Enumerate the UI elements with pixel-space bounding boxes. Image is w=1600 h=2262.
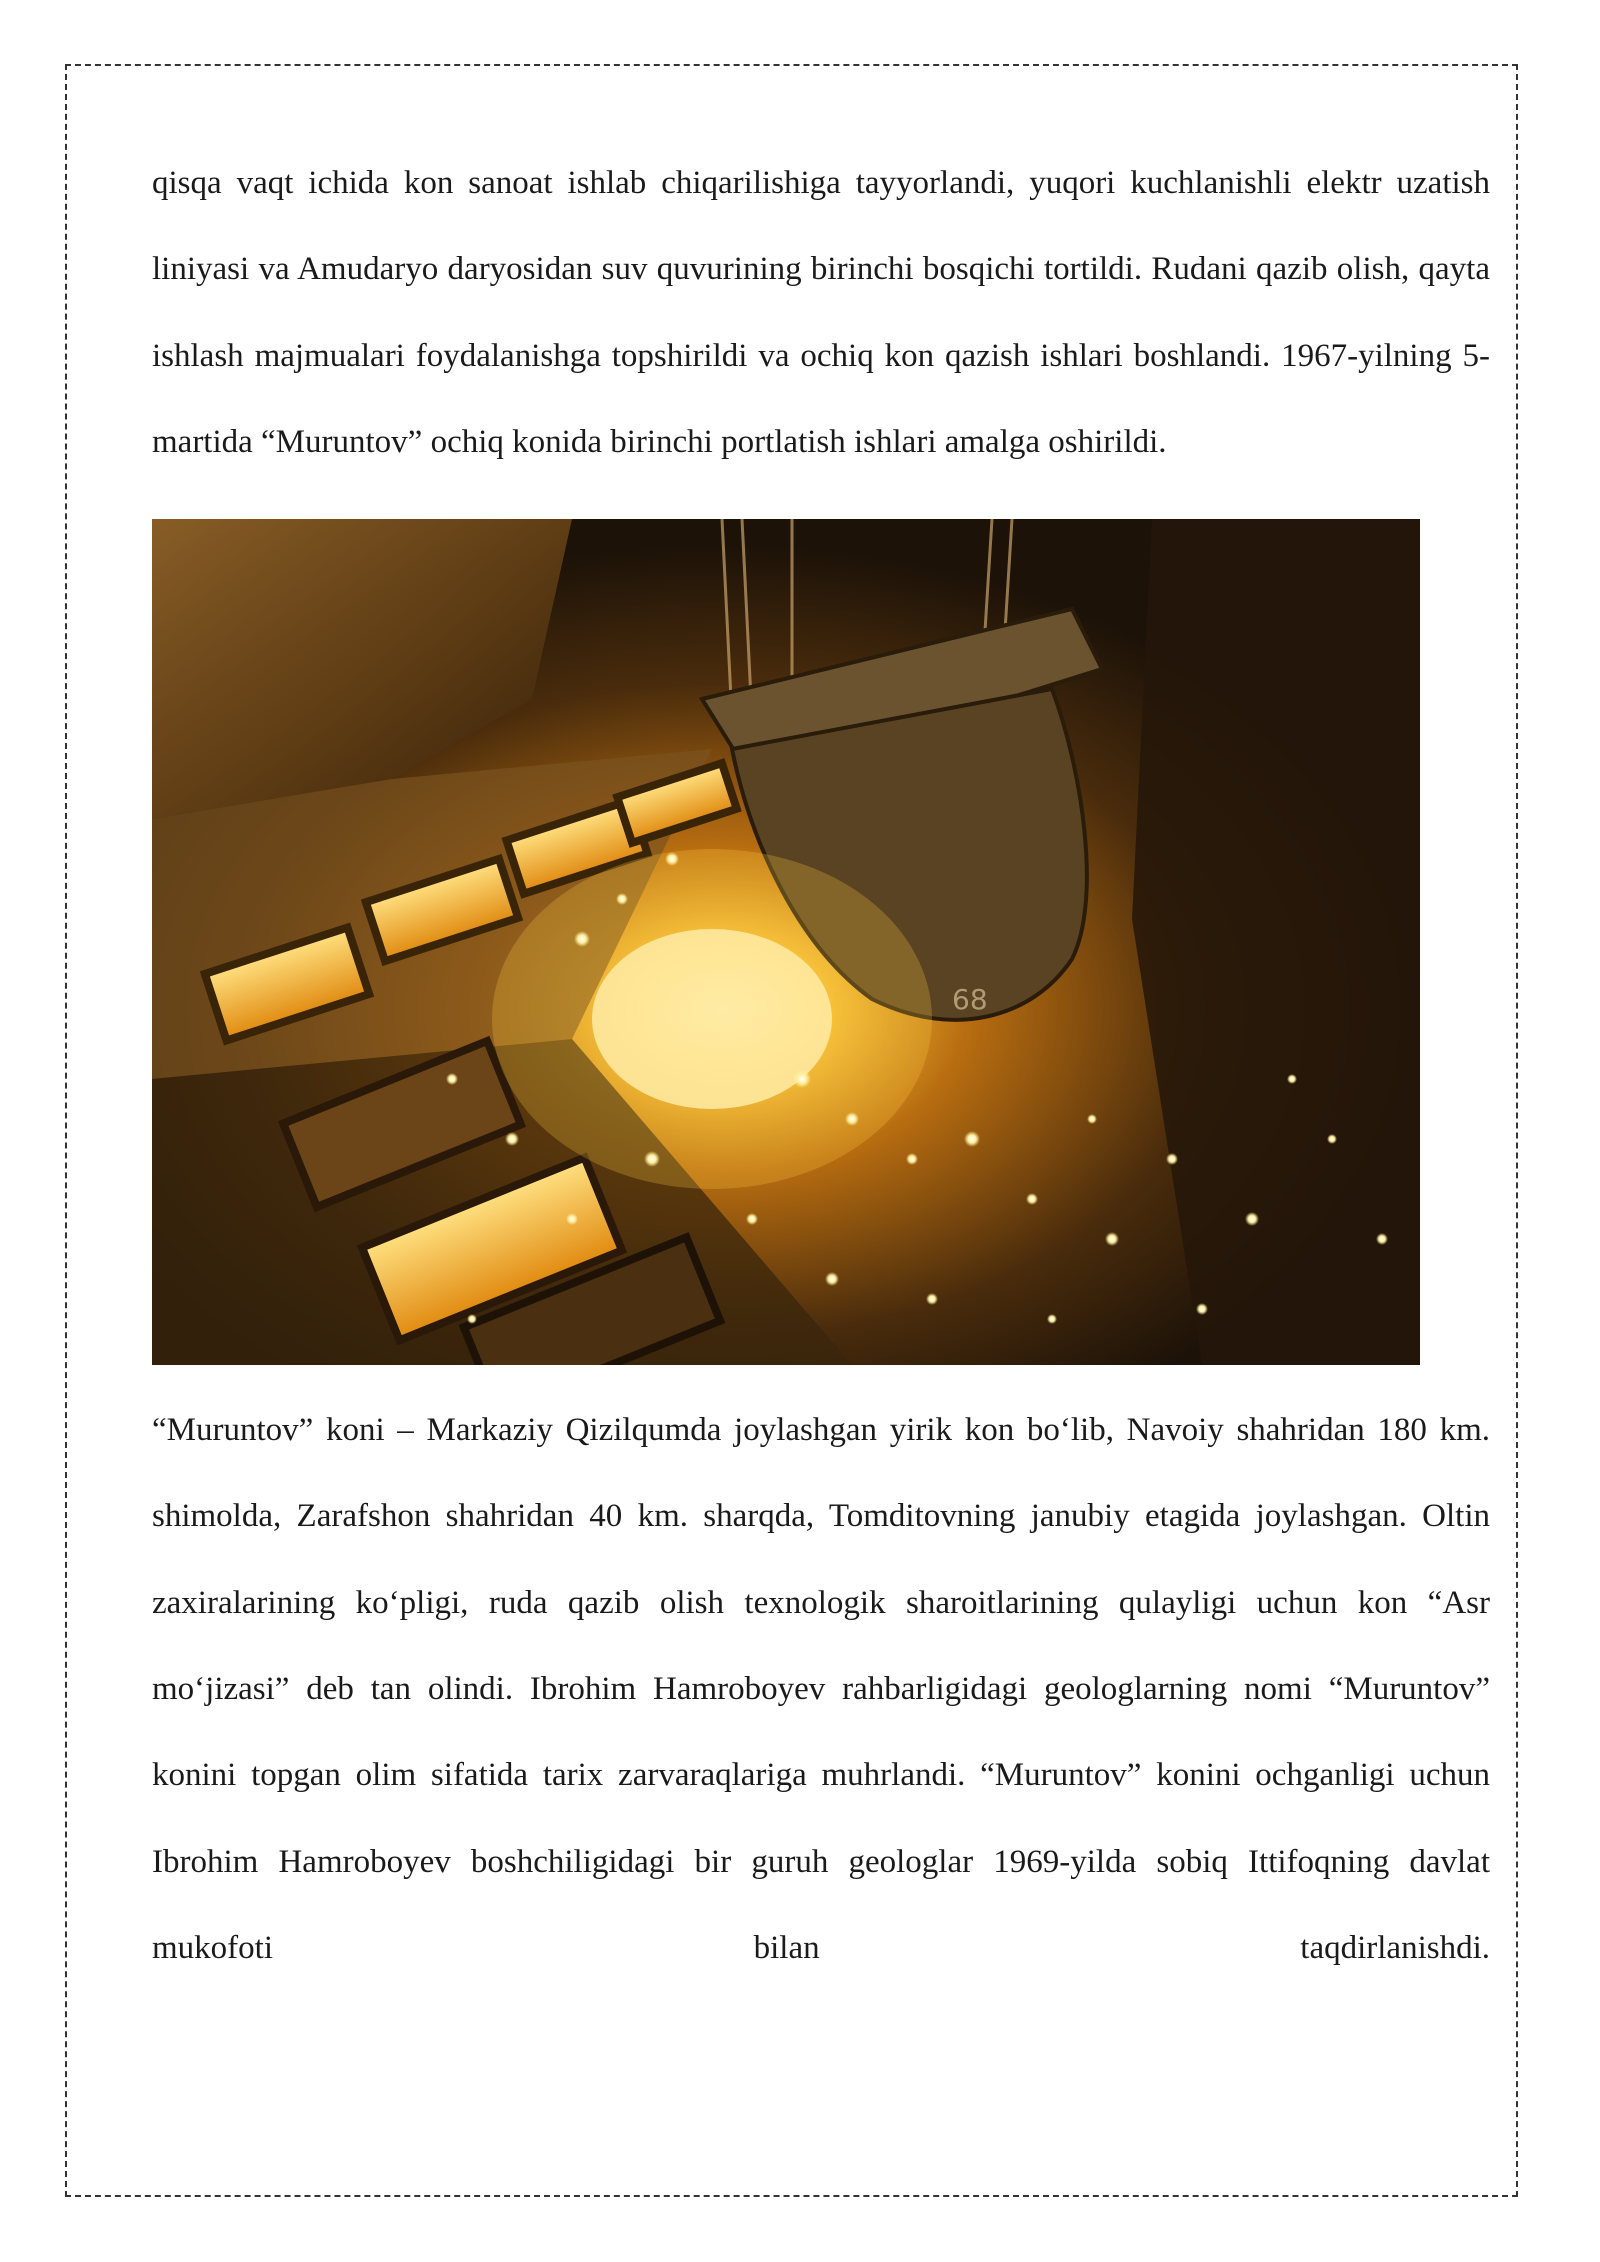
page-content (152, 140, 1490, 1991)
photo-illustration (152, 519, 1420, 1365)
paragraph-intro: qisqa vaqt ichida kon sanoat ishlab chiqarilishiga tayyorlandi, yuqori kuchlanishli elektr uzatish liniyasi va Amudaryo daryosidan suv quvurining birinchi bosqichi tortildi. Rudani qazib olish, qayta ishlash majmualari foydalanishga topshirildi va ochiq kon qazish ishlari boshlandi. 1967-yilning 5-martida “Muruntov” ochiq konida birinchi portlatish ishlari amalga oshirildi. (152, 165, 1490, 460)
paragraph-muruntov: “Muruntov” koni – Markaziy Qizilqumda joylashgan yirik kon bo‘lib, Navoiy shahridan 180 km. shimolda, Zarafshon shahridan 40 km. sharqda, Tomditovning janubiy etagida joylashgan. Oltin zaxiralarining ko‘pligi, ruda qazib olish texnologik sharoitlarining qulayligi uchun kon “Asr mo‘jizasi” deb tan olindi. Ibrohim Hamroboyev rahbarligidagi geologlarning nomi “Muruntov” konini topgan olim sifatida tarix zarvaraqlariga muhrlandi. “Muruntov” konini ochganligi uchun Ibrohim Hamroboyev boshchiligidagi bir guruh geologlar 1969-yilda sobiq Ittifoqning davlat mukofoti bilan taqdirlanishdi. (152, 1412, 1490, 1966)
photo-molten-gold-pouring (152, 519, 1420, 1365)
ladle-number: 68 (952, 983, 988, 1017)
